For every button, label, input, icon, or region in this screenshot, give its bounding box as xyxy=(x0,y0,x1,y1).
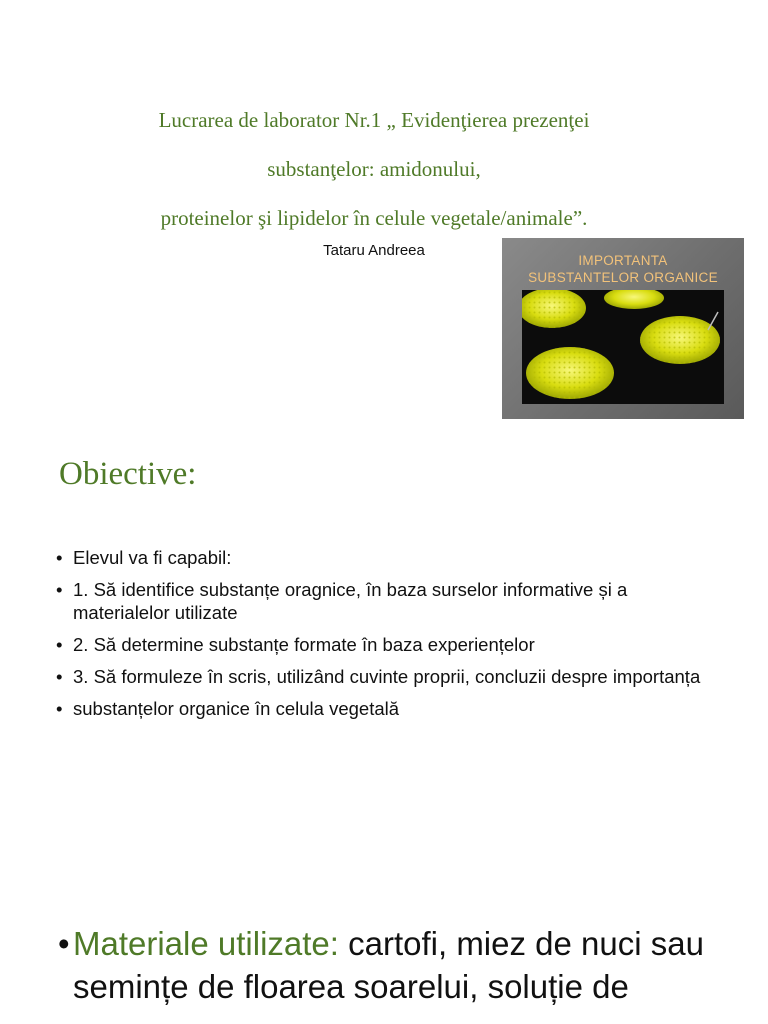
materials-paragraph xyxy=(58,922,738,1008)
petri-dish-bottom-left xyxy=(526,347,614,399)
list-item-text: Elevul va fi capabil: xyxy=(73,547,232,568)
bullet-glyph: • xyxy=(56,698,63,719)
list-item-text: 2. Să determine substanțe formate în baza experiențelor xyxy=(73,634,535,655)
petri-dish-right xyxy=(640,316,720,364)
list-item xyxy=(56,697,716,720)
bullet-glyph: • xyxy=(56,579,63,600)
list-item xyxy=(56,633,716,656)
slide-thumbnail xyxy=(502,238,744,419)
objectives-heading: Obiective: xyxy=(59,456,197,492)
thumbnail-title xyxy=(502,252,744,286)
title-line-3: proteinelor şi lipidelor în celule vegetale/animale”. xyxy=(160,206,588,230)
author-name: Tataru Andreea xyxy=(323,242,425,259)
list-item xyxy=(56,578,716,624)
title-line-1: Lucrarea de laborator Nr.1 „ Evidenţierea prezenţei xyxy=(158,108,590,132)
bullet-glyph: • xyxy=(56,547,63,568)
thumbnail-title-line-1: IMPORTANTA xyxy=(578,253,668,268)
list-item xyxy=(56,665,716,688)
list-item-text: 1. Să identifice substanțe oragnice, în baza surselor informative și a materialelor utilizate xyxy=(73,579,628,623)
bullet-glyph: • xyxy=(58,925,70,962)
thumbnail-title-line-2: SUBSTANTELOR ORGANICE xyxy=(528,270,718,285)
objectives-list xyxy=(56,546,716,729)
materials-label: Materiale utilizate: xyxy=(73,925,339,962)
bullet-glyph: • xyxy=(56,666,63,687)
petri-dishes-photo xyxy=(522,290,724,404)
list-item xyxy=(56,546,716,569)
list-item-text: substanțelor organice în celula vegetală xyxy=(73,698,400,719)
list-item-text: 3. Să formuleze în scris, utilizând cuvinte proprii, concluzii despre importanța xyxy=(73,666,701,687)
materials-text-block xyxy=(58,922,738,1008)
title-line-2: substanţelor: amidonului, xyxy=(267,157,481,181)
materials-list-text: cartofi, miez de nuci sau semințe de floarea soarelui, soluție de xyxy=(73,925,704,1005)
bullet-glyph: • xyxy=(56,634,63,655)
